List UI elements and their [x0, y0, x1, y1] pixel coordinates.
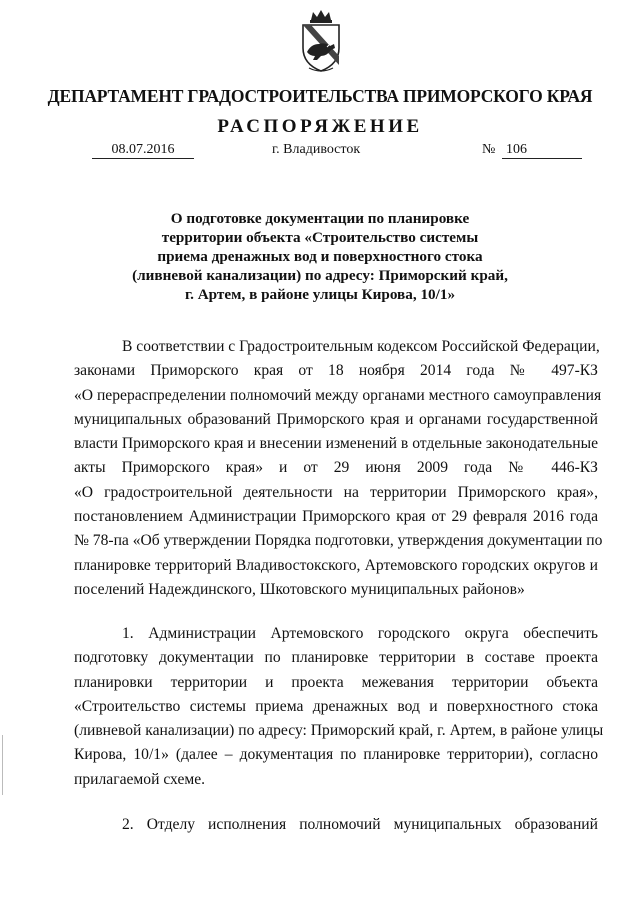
text-line: (ливневой канализации) по адресу: Приморский край, г. Артем, в районе улицы	[74, 722, 604, 740]
item-1-paragraph	[74, 622, 604, 792]
subject-line: О подготовке документации по планировке	[170, 210, 470, 227]
subject-line: (ливневой канализации) по адресу: Приморский край,	[132, 267, 508, 284]
text-line: В соответствии с Градостроительным кодексом Российской Федерации,	[122, 338, 600, 355]
text-line: прилагаемой схеме.	[74, 770, 206, 788]
text-line: акты Приморского края» и от 29 июня 2009 года № 446-КЗ	[74, 459, 598, 477]
document-date: 08.07.2016	[92, 142, 194, 159]
document-subject	[100, 209, 540, 304]
subject-line: приема дренажных вод и поверхностного стока	[157, 248, 483, 265]
scan-margin-mark	[2, 735, 3, 795]
document-city: г. Владивосток	[272, 142, 361, 157]
text-line: муниципальных образований Приморского края и органами государственной	[74, 410, 598, 428]
document-type: РАСПОРЯЖЕНИЕ	[217, 116, 423, 137]
text-line: 1. Администрации Артемовского городского округа обеспечить	[122, 625, 598, 642]
preamble-paragraph	[74, 335, 603, 602]
text-line: поселений Надеждинского, Шкотовского муниципальных районов»	[74, 580, 525, 598]
text-line: планировки территории и проекта межевания территории объекта	[74, 673, 598, 691]
department-name: ДЕПАРТАМЕНТ ГРАДОСТРОИТЕЛЬСТВА ПРИМОРСКОГО КРАЯ	[47, 86, 593, 106]
document-number: 106	[502, 142, 582, 159]
text-line: 2. Отделу исполнения полномочий муниципальных образований	[122, 816, 598, 833]
text-line: «О градостроительной деятельности на территории Приморского края»,	[74, 483, 598, 501]
item-2-paragraph	[74, 813, 598, 837]
text-line: «Строительство системы приема дренажных вод и поверхностного стока	[74, 697, 598, 715]
subject-line: территории объекта «Строительство системы	[161, 229, 479, 246]
text-line: «О перераспределении полномочий между органами местного самоуправления	[74, 386, 602, 404]
subject-line: г. Артем, в районе улицы Кирова, 10/1»	[184, 286, 456, 303]
text-line: Кирова, 10/1» (далее – документация по планировке территории), согласно	[74, 746, 598, 764]
text-line: № 78-па «Об утверждении Порядка подготовки, утверждения документации по	[74, 532, 603, 550]
text-line: подготовку документации по планировке территории в составе проекта	[74, 649, 598, 667]
text-line: планировке территорий Владивостокского, Артемовского городских округов и	[74, 556, 598, 574]
text-line: законами Приморского края от 18 ноября 2014 года № 497-КЗ	[74, 362, 598, 380]
document-number-sign: №	[482, 142, 496, 157]
text-line: постановлением Администрации Приморского края от 29 февраля 2016 года	[74, 508, 598, 526]
coat-of-arms-icon	[297, 8, 345, 74]
text-line: власти Приморского края и внесении изменений в отдельные законодательные	[74, 435, 598, 453]
